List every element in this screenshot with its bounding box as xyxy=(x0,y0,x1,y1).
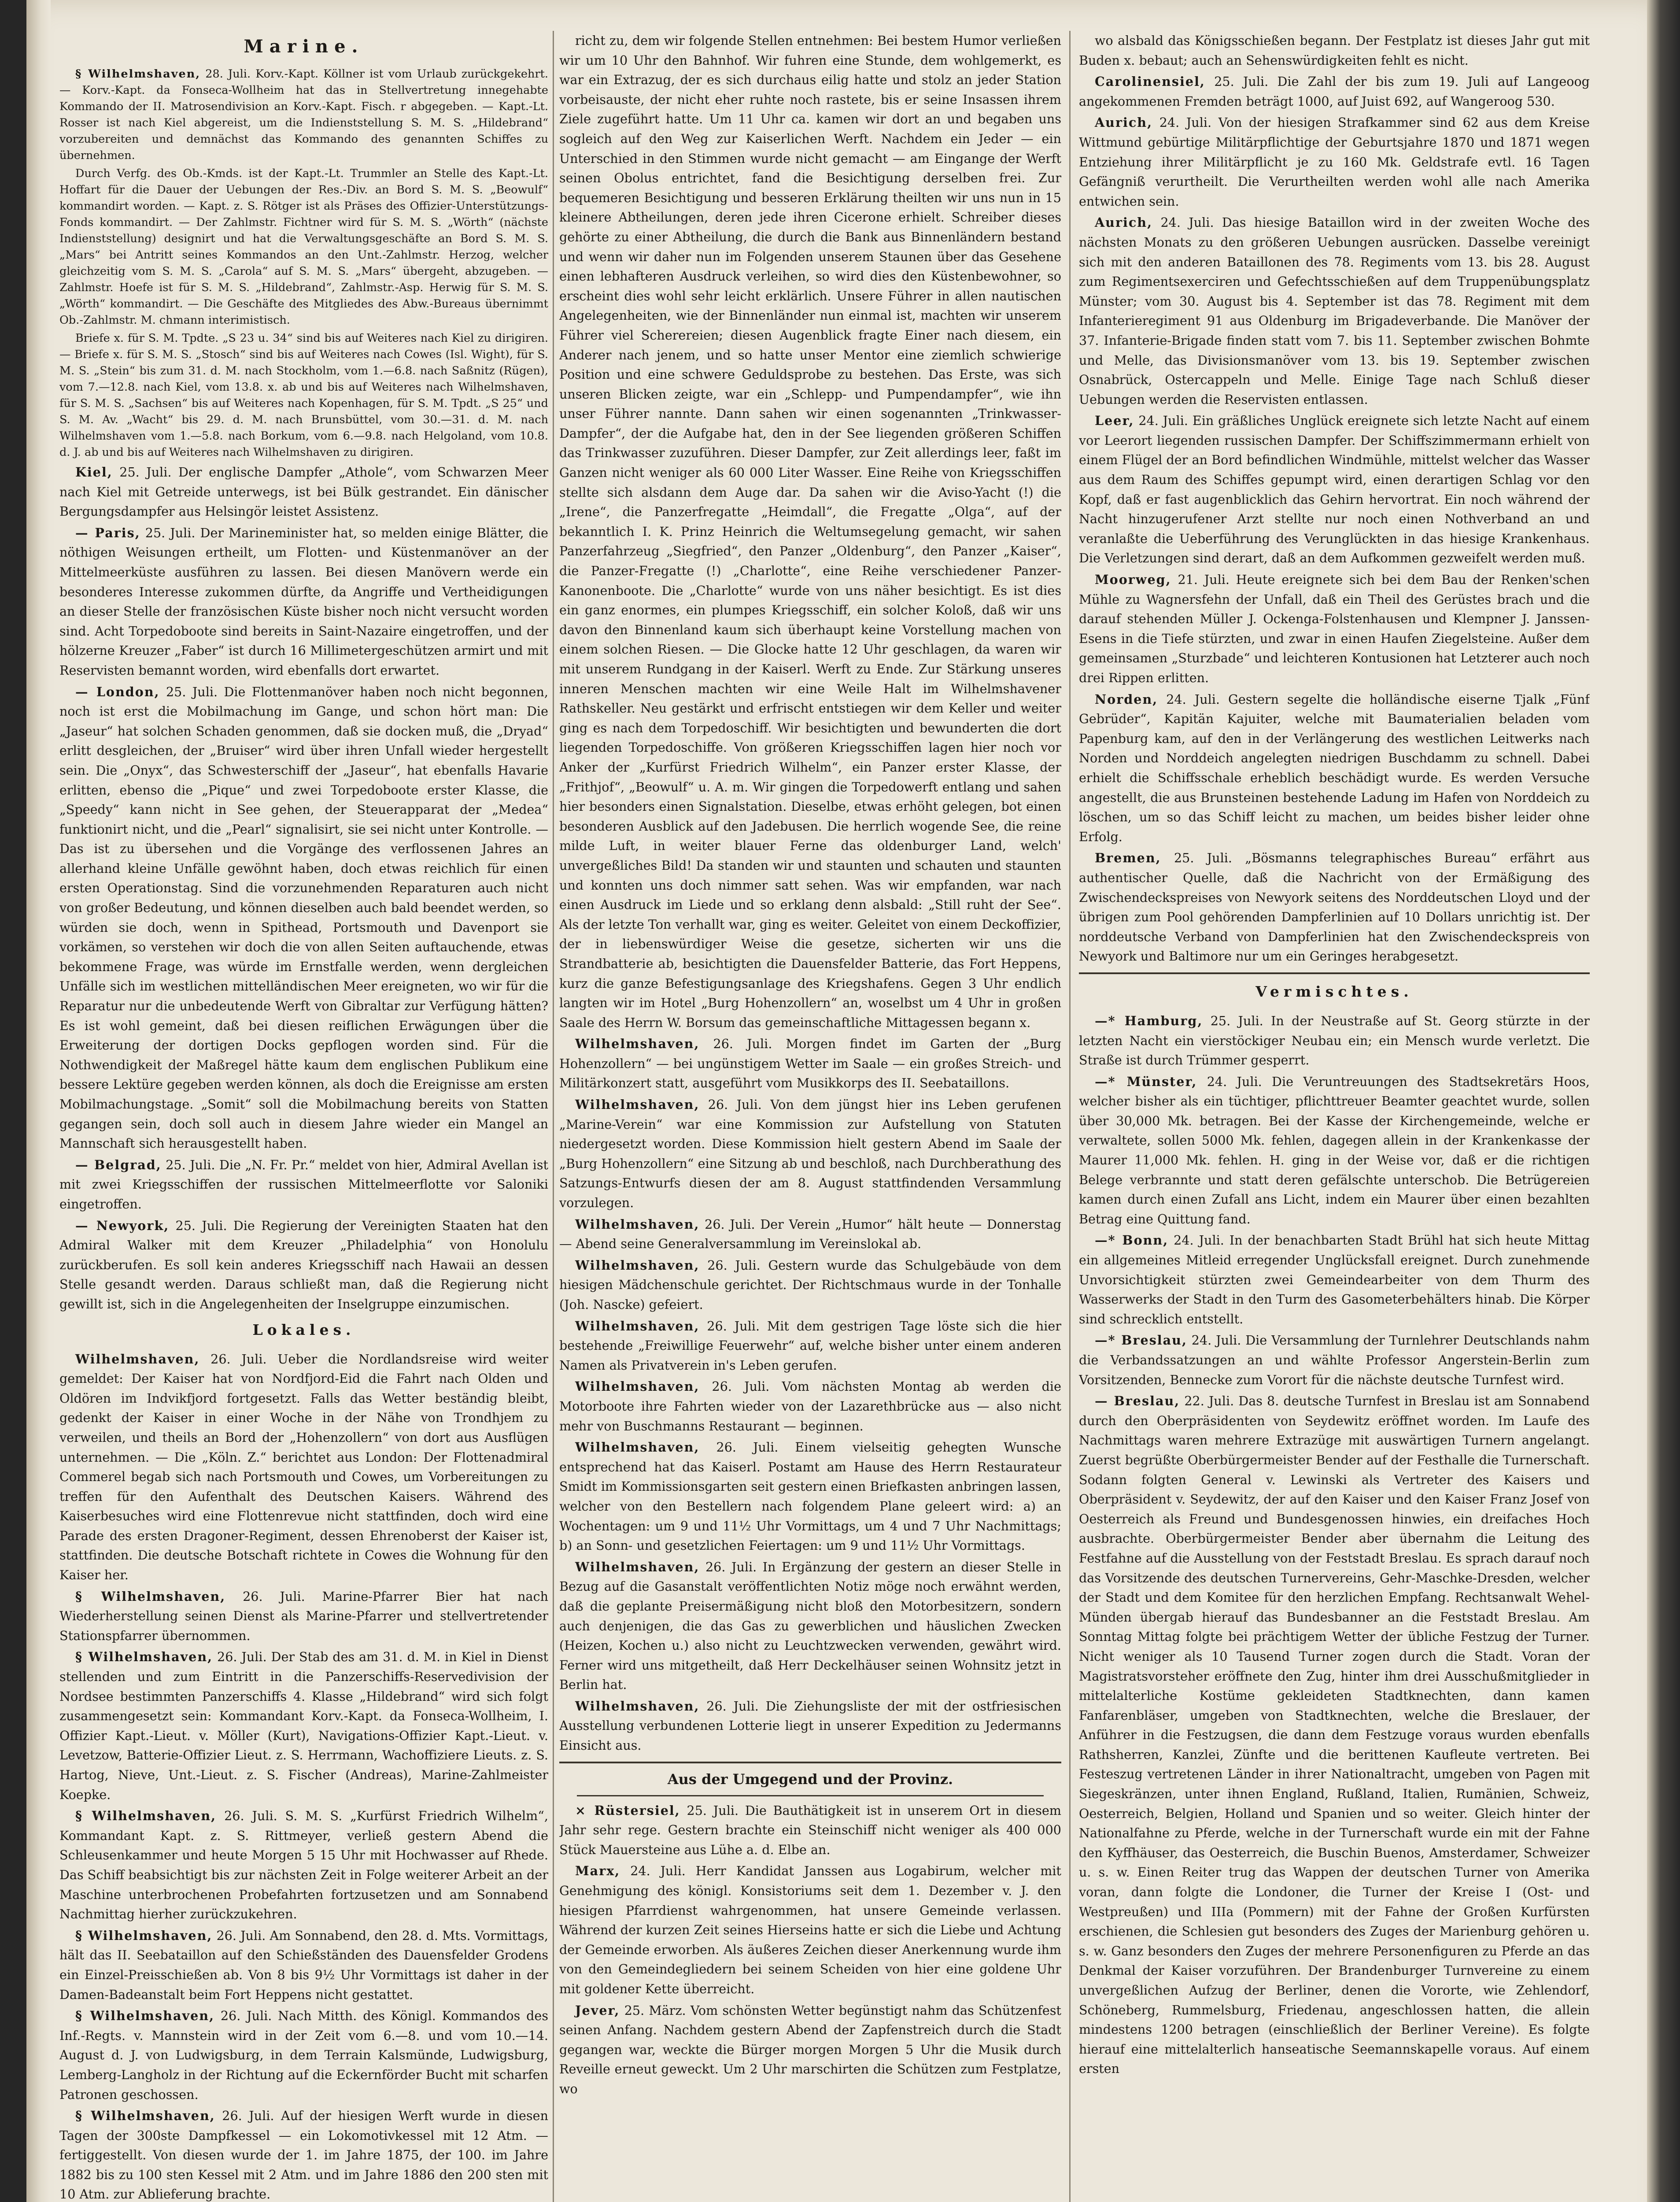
article-paragraph xyxy=(59,2106,548,2202)
article-paragraph xyxy=(559,2001,1061,2099)
article-dateline: —* Breslau, xyxy=(1095,1333,1187,1348)
article-text: 24. Juli. In der benachbarten Stadt Brühl hat sich heute Mittag ein allgemeines Mitleid erregender Unglücksfall ereignet. Durch zunehmende Unvorsichtigkeit stürzten zwei Gemeindearbeiter von dem Thurm des Wasserwerks der Stadt in den Turm des Gasometerbehälters hinab. Die Körper sind schrecklich entstellt. xyxy=(1079,1233,1590,1326)
article-text: richt zu, dem wir folgende Stellen entnehmen: Bei bestem Humor verließen wir um 10 Uhr den Bahnhof. Wir fuhren eine Stunde, dem wohlgemerkt, es war ein Extrazug, der es sich durchaus eilig hatte und stolz an jeder Station vorbeisauste, der nicht eher ruhte noch rastete, bis er seine Insassen ihrem Ziele zugeführt hatte. Um 11 Uhr ca. kamen wir dort an und begaben uns sogleich auf den Weg zur Kaiserlichen Werft. Nachdem ein Jeder — ein Unterschied in den Stimmen wurde nicht gemacht — am Eingange der Werft seinen Obolus entrichtet, fand die Besichtigung derselben frei. Zur bequemeren Besichtigung und besseren Erklärung theilten wir uns nun in 15 kleinere Abtheilungen, deren jede ihren Cicerone erhielt. Schreiber dieses gehörte zu einer Abtheilung, die durch die Bank aus Binnenländern bestand und wenn wir daher nun im Folgenden unserem Staunen über das Gesehene einen lebhafteren Ausdruck verleihen, so wird dies den Küstenbewohner, so erscheint dies wohl sehr leicht erklärlich. Unsere Führer in allen nautischen Angelegenheiten, wie der Binnenländer nun einmal ist, machten wir unserem Führer viel Scherereien; diesen Augenblick fragte Einer nach diesem, ein Anderer nach jenem, und so hatte unser Mentor eine ziemlich schwierige Position und eine schwere Geduldsprobe zu bestehen. Das Erste, was sich unseren Blicken zeigte, war ein „Schlepp- und Pumpendampfer“, wie ihn unser Führer nannte. Dann sahen wir einen sogenannten „Trinkwasser-Dampfer“, der die Aufgabe hat, den in der See liegenden größeren Schiffen das Trinkwasser zuzuführen. Dieser Dampfer, zur Zeit allerdings leer, faßt im Ganzen nicht weniger als 60 000 Liter Wasser. Eine Reihe von Kriegsschiffen stellte sich alsdann dem Auge dar. Da sahen wir die Aviso-Yacht (!) die „Irene“, die Panzerfregatte „Heimdall“, die Fregatte „Olga“, auf der bekanntlich I. K. Prinz Heinrich die Weltumsegelung gemacht, wir sahen Panzerfahrzeug „Siegfried“, den Panzer „Oldenburg“, den Panzer „Kaiser“, die Panzer-Fregatte (!) „Charlotte“, eine Reihe verschiedener Panzer-Kanonenboote. Die „Charlotte“ wurde von uns näher besichtigt. Es ist dies ein ganz enormes, ein plumpes Kriegsschiff, ein solcher Koloß, daß wir uns davon den Binnenland kaum sich überhaupt keine Vorstellung machen von einem solchen Riesen. — Die Glocke hatte 12 Uhr geschlagen, da waren wir mit unserem Rundgang in der Kaiserl. Werft zu Ende. Zur Stärkung unseres inneren Menschen machten wir eine Weile Halt im Wilhelmshavener Rathskeller. Neu gestärkt und erfrischt entstiegen wir dem Keller und weiter ging es nach dem Torpedoschiff. Wir besichtigten und bewunderten die dort liegenden Torpedoschiffe. Von größeren Kriegsschiffen lagen hier noch vor Anker der „Kurfürst Friedrich Wilhelm“, ein Panzer erster Klasse, der „Frithjof“, „Beowulf“ u. A. m. Wir gingen die Torpedowerft entlang und sahen hier besonders einen Signalstation. Dieselbe, etwas erhöht gelegen, bot einen besonderen Ausblick auf den Jadebusen. Die herrlich wogende See, die reine milde Luft, in weiter blauer Ferne das oldenburger Land, welch' unvergeßliches Bild! Da standen wir und staunten und schauten und staunten und konnten uns doch nimmer satt sehen. Was wir empfanden, war nach einen Ausdruck im Liede und so erklang denn alsbald: „Still ruht der See“. Als der letzte Ton verhallt war, ging es weiter. Geleitet von einem Deckoffizier, der in liebenswürdiger Weise die gesetze, sicherten wir uns die Strandbatterie ab, besichtigten die Dauensfelder Batterie, das Fort Heppens, kurz die ganze Befestigungsanlage des Kriegshafens. Gegen 3 Uhr endlich langten wir im Hotel „Burg Hohenzollern“ an, woselbst um 4 Uhr in großen Saale des Herrn W. Borsum das gemeinschaftliche Mittagessen begann x. xyxy=(559,33,1061,1030)
column-rule xyxy=(1069,31,1071,2202)
article-dateline: —* Bonn, xyxy=(1095,1233,1169,1248)
article-dateline: § Wilhelmshaven, xyxy=(75,1808,217,1824)
article-text: Briefe x. für S. M. Tpdte. „S 23 u. 34“ sind bis auf Weiteres nach Kiel zu dirigiren. — Briefe x. für S. M. S. „Stosch“ sind bis auf Weiteres nach Cowes (Isl. Wight), für S. M. S. „Stein“ bis zum 31. d. M. nach Stockholm, vom 1.—6.8. nach Saßnitz (Rügen), vom 7.—12.8. nach Kiel, vom 13.8. x. ab und bis auf Weiteres nach Wilhelmshaven, für S. M. S. „Sachsen“ bis auf Weiteres nach Kopenhagen, für S. M. Tpdt. „S 25“ und S. M. Av. „Wacht“ bis 29. d. M. nach Brunsbüttel, vom 30.—31. d. M. nach Wilhelmshaven vom 1.—5.8. nach Borkum, vom 6.—9.8. nach Helgoland, vom 10.8. d. J. ab und bis auf Weiteres nach Wilhelmshaven zu dirigiren. xyxy=(59,332,548,459)
article-text: 26. Juli. S. M. S. „Kurfürst Friedrich Wilhelm“, Kommandant Kapt. z. S. Rittmeyer, verließ gestern Abend die Schleusenkammer und heute Morgen 5 15 Uhr mit Hochwasser auf Rhede. Das Schiff beabsichtigt bis zur nächsten Zeit in Folge weiterer Arbeit an der Maschine unterbrochenen Probefahrten fortzusetzen und am Sonnabend Nachmittag hierher zurückzukehren. xyxy=(59,1808,548,1922)
column-rule xyxy=(553,31,554,2202)
article-text: 25. Juli. Die Flottenmanöver haben noch nicht begonnen, noch ist erst die Mobilmachung im Gange, und schon hört man: Die „Jaseur“ hat solchen Schaden genommen, daß sie docken muß, die „Dryad“ erlitt desgleichen, der „Bruiser“ wird über ihren Unfall wieder hergestellt sein. Die „Onyx“, das Schwesterschiff der „Jaseur“, hat ebenfalls Havarie erlitten, ebenso die „Pique“ und zwei Torpedoboote erster Klasse, die „Speedy“ kann nicht in See gehen, der Steuerapparat der „Medea“ funktionirt nicht, und die „Pearl“ signalisirt, sie sei nicht unter Kontrolle. — Das ist zu übersehen und die Vorgänge des verflossenen Jahres an allerhand kleine Unfälle gewöhnt haben, doch etwas reichlich für einen ersten Operationstag. Sind die vorzunehmenden Reparaturen auch nicht von großer Bedeutung, und können dieselben auch bald beendet werden, so würden sie doch, wenn in Spithead, Portsmouth und Davenport sie vorkämen, so verstehen wir doch die von allen Seiten auftauchende, etwas bekommene Frage, was würde im Ernstfalle werden, wenn dergleichen Unfälle sich im westlichen mittelländischen Meer ereigneten, wo wir für die Reparatur nur die unbedeutende Werft von Gibraltar zur Verfügung hätten? Es ist wohl gemeint, daß bei diesen reiflichen Erwägungen über die Erweiterung der dortigen Docks gepflogen worden sind. Für die Nothwendigkeit der Maßregel hätte kaum dem englischen Publikum eine bessere Lektüre gegeben werden können, als doch die Ereignisse am ersten Mobilmachungstage. „Somit“ soll die Mobilmachung bereits von Statten gegangen sein, doch soll auch in diesem Jahre wieder ein Mangel an Mannschaft sich herausgestellt haben. xyxy=(59,684,548,1151)
article-text: 26. Juli. Ueber die Nordlandsreise wird weiter gemeldet: Der Kaiser hat von Nordfjord-Eid die Fahrt nach Olden und Oldören im Indvikfjord fortgesetzt. Falls das Wetter beständig bleibt, gedenkt der Kaiser in einer Woche in der Nähe von Trondhjem zu verweilen, und theils an Bord der „Hohenzollern“ von dort aus Ausflügen unternehmen. — Die „Köln. Z.“ berichtet aus London: Der Flottenadmiral Commerel begab sich nach Portsmouth und Cowes, um Vorbereitungen zu treffen für den Aufenthalt des Deutschen Kaisers. Während des Kaiserbesuches wird eine Flottenrevue nicht stattfinden, doch wird eine Parade des ersten Dragoner-Regiment, dessen Ehrenoberst der Kaiser ist, stattfinden. Die deutsche Botschaft richtete in Cowes die Wohnung für den Kaiser her. xyxy=(59,1351,548,1583)
article-paragraph xyxy=(559,1215,1061,1254)
column-right xyxy=(1079,31,1590,2202)
article-paragraph xyxy=(1079,848,1590,966)
article-text: 26. Juli. Mit dem gestrigen Tage löste sich die hier bestehende „Freiwillige Feuerwehr“ auf, welche bisher unter einem anderen Namen als Privatverein in's Leben gerufen. xyxy=(559,1318,1061,1373)
column-middle xyxy=(559,31,1061,2202)
article-text: 25. Juli. Die „N. Fr. Pr.“ meldet von hier, Admiral Avellan ist mit zwei Kriegsschiffen der russischen Mittelmeerflotte vor Saloniki eingetroffen. xyxy=(59,1157,548,1212)
article-paragraph xyxy=(59,2006,548,2104)
article-text: 24. Juli. Herr Kandidat Janssen aus Logabirum, welcher mit Genehmigung des königl. Konsistoriums seit dem 1. Dezember v. J. den hiesigen Pfarrdienst wahrgenommen, hat unsere Gemeinde verlassen. Während der kurzen Zeit seines Hierseins hatte er sich die Liebe und Achtung der Gemeinde erworben. Als äußeres Zeichen dieser Anerkennung wurde ihm von den Gemeindegliedern bei seinem Scheiden von hier eine goldene Uhr mit goldener Kette überreicht. xyxy=(559,1863,1061,1996)
article-dateline: Wilhelmshaven, xyxy=(575,1318,700,1334)
article-paragraph xyxy=(59,1647,548,1804)
article-dateline: Aurich, xyxy=(1095,215,1153,230)
section-heading-marine: Marine. xyxy=(244,36,364,57)
article-dateline: Wilhelmshaven, xyxy=(75,1351,200,1367)
section-heading-local: Lokales. xyxy=(252,1321,355,1338)
article-dateline: Moorweg, xyxy=(1095,572,1171,587)
section-divider xyxy=(559,1762,1061,1763)
article-text: 25. März. Vom schönsten Wetter begünstigt nahm das Schützenfest seinen Anfang. Nachdem gestern Abend der Zapfenstreich durch die Stadt gegangen war, weckte die Bürger morgen Morgen 5 Uhr die Musik durch Reveille erneut geweckt. Um 2 Uhr marschirten die Schützen zum Festplatze, wo xyxy=(559,2002,1061,2096)
article-paragraph xyxy=(59,682,548,1153)
article-text: 26. Juli. Der Stab des am 31. d. M. in Kiel in Dienst stellenden und zum Eintritt in die Panzerschiffs-Reservedivision der Nordsee bestimmten Panzerschiffs 4. Klasse „Hildebrand“ wird sich folgt zusammengesetzt sein: Kommandant Korv.-Kapt. da Fonseca-Wollheim, I. Offizier Kapt.-Lieut. v. Möller (Kurt), Navigations-Offizier Kapt.-Lieut. v. Levetzow, Batterie-Offizier Lieut. z. S. Herrmann, Wachoffiziere Lieuts. z. S. Hartog, Nieve, Unt.-Lieut. z. S. Fischer (Andreas), Marine-Zahlmeister Koepke. xyxy=(59,1649,548,1802)
article-text: 24. Juli. Die Veruntreuungen des Stadtsekretärs Hoos, welcher bisher als ein tüchtiger, pflichttreuer Beamter geachtet wurde, sollen über 30,000 Mk. betragen. Bei der Kasse der Kirchengemeinde, welche er verwaltete, sollen 5000 Mk. fehlen, dagegen allein in der Krankenkasse der Maurer 11,000 Mk. fehlen. H. ging in der Weise vor, daß er die richtigen Belege verbrannte und statt deren gefälschte unterschob. Die Betrügereien kamen durch einen Zufall ans Licht, indem ein Maurer über einen bezahlten Betrag eine Quittung fand. xyxy=(1079,1074,1590,1227)
section-divider xyxy=(1079,972,1590,974)
page-crease xyxy=(26,0,51,2202)
article-text: 28. Juli. Korv.-Kapt. Köllner ist vom Urlaub zurückgekehrt. — Korv.-Kapt. da Fonseca-Wollheim hat das in Stellvertretung innegehabte Kommando der II. Matrosendivision an Korv.-Kapt. Fisch. r abgegeben. — Kapt.-Lt. Rosser ist nach Kiel abgereist, um die Indienststellung S. M. S. „Hildebrand“ vorzubereiten und demnächst das Kommando des genannten Schiffes zu übernehmen. xyxy=(59,67,548,162)
article-paragraph xyxy=(1079,31,1590,70)
article-paragraph xyxy=(1079,1072,1590,1229)
article-text: 25. Juli. Die Bauthätigkeit ist in unserem Ort in diesem Jahr sehr rege. Gestern brachte ein Steinschiff nicht weniger als 400 000 Stück Mauersteine aus Lühe a. d. Elbe an. xyxy=(559,1803,1061,1857)
article-text: 25. Juli. Der Marineminister hat, so melden einige Blätter, die nöthigen Weisungen ertheilt, um Flotten- und Küstenmanöver an der Mittelmeerküste ausführen zu lassen. Bei diesen Manövern werde ein besonderes Interesse zukommen dürfte, da Angriffe und Vertheidigungen an dieser Stelle der französischen Küste bisher noch nicht versucht worden sind. Acht Torpedoboote sind bereits in Saint-Nazaire eingetroffen, und der hölzerne Kreuzer „Faber“ ist durch 16 Millimetergeschützen armirt und mit Reservisten bemannt worden, wird ebenfalls dort erwartet. xyxy=(59,525,548,678)
article-text: 24. Juli. Ein gräßliches Unglück ereignete sich letzte Nacht auf einem vor Leerort liegenden russischen Dampfer. Der Schiffszimmermann erhielt von einem Flügel der an Bord befindlichen Windmühle, mittelst welcher das Wasser aus dem Raum des Schiffes gepumpt wird, einen derartigen Schlag vor den Kopf, daß er fast augenblicklich das Gehirn hervortrat. Ein noch während der Nacht hinzugerufener Arzt stellte nur noch einen Nothverband an und veranlaßte die Ueberführung des Verunglückten in das hiesige Krankenhaus. Die Verletzungen sind derart, daß an dem Aufkommen gezweifelt werden muß. xyxy=(1079,413,1590,566)
article-text: 25. Juli. Die Regierung der Vereinigten Staaten hat den Admiral Walker mit dem Kreuzer „Philadelphia“ von Honolulu zurückberufen. Es soll kein anderes Kriegsschiff nach Hawaii an dessen Stelle gesandt werden. Daraus schließt man, daß die Regierung nicht gewillt ist, sich in die Angelegenheiten der Inselgruppe einzumischen. xyxy=(59,1218,548,1312)
article-paragraph xyxy=(1079,1011,1590,1070)
article-paragraph xyxy=(59,462,548,521)
article-paragraph xyxy=(1079,411,1590,568)
article-dateline: Norden, xyxy=(1095,691,1158,707)
article-dateline: Carolinensiel, xyxy=(1095,74,1205,89)
article-text: 25. Juli. „Bösmanns telegraphisches Bureau“ erfährt aus authentischer Quelle, daß die Nachricht von der Ermäßigung des Zwischendeckspreises von Newyork seitens des Norddeutschen Lloyd und der übrigen zum Pool gehörenden Dampferlinien auf 10 Dollars unrichtig ist. Der norddeutsche Verband von Dampferlinien hat den Zwischendeckspreis von Newyork und Baltimore nur um ein Geringes herabgesetzt. xyxy=(1079,850,1590,964)
article-dateline: Wilhelmshaven, xyxy=(575,1698,700,1714)
article-text: 26. Juli. Marine-Pfarrer Bier hat nach Wiederherstellung seinen Dienst als Marine-Pfarrer und stellvertretender Stationspfarrer übernommen. xyxy=(59,1589,548,1643)
article-text: 26. Juli. Auf der hiesigen Werft wurde in diesen Tagen der 300ste Dampfkessel — ein Lokomotivkessel mit 12 Atm. — fertiggestellt. Von diesen wurde der 1. im Jahre 1875, der 100. im Jahre 1882 bis zu 100 sten Kessel mit 2 Atm. und im Jahre 1886 den 200 sten mit 10 Atm. zur Ablieferung brachte. xyxy=(59,2108,548,2202)
article-dateline: Wilhelmshaven, xyxy=(575,1440,700,1455)
article-paragraph xyxy=(59,1587,548,1646)
article-paragraph xyxy=(1079,72,1590,111)
article-dateline: — Breslau, xyxy=(1095,1393,1180,1409)
article-paragraph xyxy=(59,66,548,164)
newspaper-page xyxy=(26,0,1665,2202)
article-text: 26. Juli. Gestern wurde das Schulgebäude von dem hiesigen Mädchenschule gerichtet. Der Richtschmaus wurde in der Tonhalle (Joh. Nascke) gefeiert. xyxy=(559,1257,1061,1312)
article-paragraph xyxy=(59,1216,548,1314)
article-dateline: Kiel, xyxy=(75,465,113,480)
article-dateline: — Belgrad, xyxy=(75,1157,162,1172)
article-paragraph xyxy=(559,1861,1061,1999)
article-dateline: § Wilhelmshaven, xyxy=(75,1928,213,1943)
article-paragraph xyxy=(59,1349,548,1585)
heading-underline xyxy=(577,1795,1044,1796)
article-text: 26. Juli. Vom nächsten Montag ab werden die Motorboote ihre Fahrten wieder von der Lazarethbrücke aus — also nicht mehr von Buschmanns Restaurant — beginnen. xyxy=(559,1379,1061,1434)
article-dateline: Wilhelmshaven, xyxy=(575,1559,700,1574)
article-text: 26. Juli. In Ergänzung der gestern an dieser Stelle in Bezug auf die Gasanstalt veröffentlichten Notiz möge noch erwähnt werden, daß die geplante Preisermäßigung nicht bloß den Motorbesitzern, sondern auch denjenigen, die das Gas zu gewerblichen und häuslichen Zwecken (Heizen, Kochen u.) also nicht zu Leuchtzwecken verwenden, gewährt wird. Ferner wird uns mitgetheilt, daß Herr Deckelhäuser seinen Wohnsitz jetzt in Berlin hat. xyxy=(559,1559,1061,1692)
article-paragraph xyxy=(59,166,548,329)
article-dateline: — London, xyxy=(75,684,160,699)
article-dateline: § Wilhelmshaven, xyxy=(75,1649,213,1665)
article-paragraph xyxy=(59,330,548,461)
article-paragraph xyxy=(1079,690,1590,847)
article-dateline: Bremen, xyxy=(1095,850,1161,866)
article-paragraph xyxy=(1079,1391,1590,2079)
column-left xyxy=(59,31,548,2202)
section-heading-misc: Vermischtes. xyxy=(1255,983,1413,1000)
article-text: 25. Juli. In der Neustraße auf St. Georg stürzte in der letzten Nacht ein vierstöckiger Neubau ein; ein Mensch wurde verletzt. Die Straße ist durch Trümmer gesperrt. xyxy=(1079,1013,1590,1068)
article-text: 22. Juli. Das 8. deutsche Turnfest in Breslau ist am Sonnabend durch den Oberpräsidenten von Seydewitz eröffnet worden. Im Laufe des Nachmittags waren mehrere Extrazüge mit auswärtigen Turnern angelangt. Zuerst begrüßte Oberbürgermeister Bender auf der Festhalle die Turnerschaft. Sodann folgten General v. Lewinski als Vertreter des Kaisers und Oberpräsident v. Seydewitz, der auf den Kaiser und den Kaiser Franz Josef von Oesterreich als Freund und Bundesgenossen hinwies, ein dreifaches Hoch ausbrachte. Oberbürgermeister Bender aber übernahm die Leitung des Festfahne auf die Ausstellung von der Feststadt Breslau. Es sprach darauf noch das Vorsitzende des deutschen Turnervereins, Gehr-Maschke-Dresden, welcher der Stadt und dem Komitee für den herzlichen Empfang. Rechtsanwalt Wehel-Münden übergab hierauf das Bundesbanner an die Feststadt Breslau. Am Sonntag Mittag folgte bei prächtigem Wetter der übliche Festzug der Turner. Nicht weniger als 10 Tausend Turner zogen durch die Stadt. Voran der Magistratsvorsteher eröffnete den Zug, hinter ihm drei Ausschußmitglieder in mittelalterliche Kostüme gekleideten Stadtknechten, dann kamen Fanfarenbläser, umgeben von Stadtknechten, welche die Breslauer, der Anführer in die Festzugsen, die dann dem Festzuge voraus wurden ebenfalls Rathsherren, Kanzlei, Zünfte und die berittenen Kaufleute vertreten. Bei Festeszug vertretenen Länder in ihrer Nationaltracht, umgeben von Pagen mit Siegeskränzen, unter ihnen England, Rußland, Italien, Rumänien, Schweiz, Oesterreich, Belgien, Holland und Spanien und so weiter. Gleich hinter der Nationalfahne zu Pferde, welche in der Turnerschaft wurde ein mit der Fahne den Kyffhäuser, das Oesterreich, die Buschin Buenos, Amsterdamer, Schweizer u. s. w. Einen Reiter trug das Wappen der deutschen Turner von Amerika voran, dann folgte die Londoner, die Turner der Kreise I (Ost- und Westpreußen) und IIIa (Pommern) mit der Fahne der Großen Kurfürsten erschienen, die Schlesien gut besonders des Zuges der Marienburg gehören u. s. w. Ganz besonders den Zuges der mehrere Personenfiguren zu Pferde an das Denkmal der Kaiser vorzuführen. Der Brandenburger Turnvereine zu einem unvergeßlichen Aufzug der Berliner, denen die Vororte, wie Zehlendorf, Schöneberg, Rummelsburg, Friedenau, angeschlossen hatten, die allein mindestens 1200 betragen (einschließlich der Berliner Vereine). Es folgte hierauf eine mittelalterlich hanseatische Seemannskapelle voraus. Auf einem ersten xyxy=(1079,1393,1590,2076)
article-dateline: Marx, xyxy=(575,1863,620,1879)
article-paragraph xyxy=(1079,570,1590,688)
article-text: 24. Juli. Von der hiesigen Strafkammer sind 62 aus dem Kreise Wittmund gebürtige Militärpflichtige der Geburtsjahre 1870 und 1871 wegen Entziehung ihrer Militärpflicht je zu 160 Mk. Geldstrafe evtl. 16 Tagen Gefängniß verurtheilt. Die Verurtheilten werden wohl alle nach Amerika entwichen sein. xyxy=(1079,115,1590,209)
article-dateline: Wilhelmshaven, xyxy=(575,1379,700,1394)
article-dateline: × Rüstersiel, xyxy=(575,1803,680,1818)
article-paragraph xyxy=(59,1806,548,1924)
article-paragraph xyxy=(559,1377,1061,1436)
article-dateline: — Paris, xyxy=(75,525,140,540)
article-dateline: Jever, xyxy=(575,2002,620,2018)
article-paragraph xyxy=(559,1034,1061,1093)
article-paragraph xyxy=(1079,113,1590,211)
article-dateline: Leer, xyxy=(1095,413,1134,429)
article-paragraph xyxy=(559,1801,1061,1860)
article-paragraph xyxy=(559,1696,1061,1755)
article-dateline: —* Münster, xyxy=(1095,1074,1197,1089)
section-heading-province: Aus der Umgegend und der Provinz. xyxy=(667,1770,953,1788)
article-dateline: Wilhelmshaven, xyxy=(575,1036,700,1052)
article-paragraph xyxy=(1079,1230,1590,1329)
article-paragraph xyxy=(559,1437,1061,1555)
article-paragraph xyxy=(559,1316,1061,1375)
article-text: 26. Juli. Nach Mitth. des Königl. Kommandos des Inf.-Regts. v. Mannstein wird in der Zeit vom 6.—8. und vom 10.—14. August d. J. von Ludwigsburg, in dem Terrain Kalsmünde, Ludwigsburg, Lemberg-Langholz in der Richtung auf die Eckernförder Bucht mit scharfen Patronen geschossen. xyxy=(59,2008,548,2102)
article-dateline: § Wilhelmshaven, xyxy=(75,2108,215,2124)
article-paragraph xyxy=(559,1256,1061,1315)
article-dateline: — Newyork, xyxy=(75,1218,170,1233)
article-dateline: Wilhelmshaven, xyxy=(575,1257,700,1273)
article-paragraph xyxy=(59,1926,548,2004)
article-text: 21. Juli. Heute ereignete sich bei dem Bau der Renken'schen Mühle zu Wagnersfehn der Unfall, daß ein Theil des Gerüstes brach und die darauf stehenden Müller J. Ockenga-Folstenhausen und Klempner J. Janssen-Esens in die Tiefe stürzten, und zwar in einen Haufen Ziegelsteine. Außer dem gemeinsamen „Sturzbade“ und leichteren Kontusionen hat Letzterer auch noch drei Rippen erlitten. xyxy=(1079,572,1590,685)
article-text: 24. Juli. Die Versammlung der Turnlehrer Deutschlands nahm die Verbandssatzungen an und wählte Professor Angerstein-Berlin zum Vorsitzenden, Bennecke zum Vorort für die nächste deutsche Turnfest wird. xyxy=(1079,1333,1590,1387)
article-paragraph xyxy=(59,1155,548,1214)
article-text: 24. Juli. Das hiesige Bataillon wird in der zweiten Woche des nächsten Monats zu den größeren Uebungen ausrücken. Dasselbe vereinigt sich mit den anderen Bataillonen des 78. Regiments vom 13. bis 28. August zum Regimentsexerciren und Gefechtsschießen auf dem Truppenübungsplatz Münster; vom 30. August bis 4. September ist das 78. Regiment mit dem Infanterieregiment 91 aus Oldenburg im Brigadeverbande. Die Manöver der 37. Infanterie-Brigade finden statt vom 7. bis 11. September zwischen Bohmte und Melle, das Divisionsmanöver vom 13. bis 19. September zwischen Osnabrück, Ostercappeln und Melle. Einige Tage nach Schluß dieser Uebungen werden die Reservisten entlassen. xyxy=(1079,215,1590,407)
article-text: 26. Juli. Am Sonnabend, den 28. d. Mts. Vormittags, hält das II. Seebataillon auf den Schießständen des Dauensfelder Grodens ein Einzel-Preisschießen ab. Von 8 bis 9½ Uhr Vormittags ist daher in der Damen-Badeanstalt beim Fort Heppens nicht gestattet. xyxy=(59,1928,548,2002)
article-dateline: Wilhelmshaven, xyxy=(575,1097,700,1112)
article-paragraph xyxy=(559,1557,1061,1695)
article-text: 26. Juli. Der Verein „Humor“ hält heute — Donnerstag — Abend seine Generalversammlung im Vereinslokal ab. xyxy=(559,1216,1061,1252)
article-paragraph xyxy=(559,31,1061,1032)
article-text: 25. Juli. Der englische Dampfer „Athole“, vom Schwarzen Meer nach Kiel mit Getreide unterwegs, ist bei Bülk gestrandet. Ein dänischer Bergungsdampfer aus Helsingör leistet Assistenz. xyxy=(59,465,548,519)
article-dateline: Wilhelmshaven, xyxy=(575,1216,700,1232)
article-paragraph xyxy=(59,523,548,680)
article-text: 26. Juli. Die Ziehungsliste der mit der ostfriesischen Ausstellung verbundenen Lotterie liegt in unserer Expedition zu Jedermanns Einsicht aus. xyxy=(559,1698,1061,1753)
article-dateline: Aurich, xyxy=(1095,115,1153,130)
article-dateline: § Wilhelmshaven, xyxy=(75,2008,215,2024)
article-paragraph xyxy=(559,1095,1061,1213)
article-text: wo alsbald das Königsschießen begann. Der Festplatz ist dieses Jahr gut mit Buden x. bebaut; auch an Sehenswürdigkeiten fehlt es nicht. xyxy=(1079,33,1590,68)
article-dateline: § Wilhelmshaven, xyxy=(75,67,201,81)
article-text: 26. Juli. Einem vielseitig gehegten Wunsche entsprechend hat das Kaiserl. Postamt am Hause des Herrn Restaurateur Smidt im Kommissionsgarten seit gestern einen Briefkasten anbringen lassen, welcher von den Bestellern nach folgendem Plane geleert wird: a) an Wochentagen: um 9 und 11½ Uhr Vormittags, um 4 und 7 Uhr Nachmittags; b) an Sonn- und gesetzlichen Feiertagen: um 9 und 11½ Uhr Vormittags. xyxy=(559,1440,1061,1553)
article-dateline: —* Hamburg, xyxy=(1095,1013,1203,1028)
article-text: 25. Juli. Die Zahl der bis zum 19. Juli auf Langeoog angekommenen Fremden beträgt 1000, auf Juist 692, auf Wangeroog 530. xyxy=(1079,74,1590,109)
scan-edge xyxy=(1647,0,1680,2202)
article-dateline: § Wilhelmshaven, xyxy=(75,1589,226,1604)
article-text: 26. Juli. Von dem jüngst hier ins Leben gerufenen „Marine-Verein“ war eine Kommission zur Aufstellung von Statuten niedergesetzt worden. Diese Kommission hielt gestern Abend im Saale der „Burg Hohenzollern“ eine Sitzung ab und beschloß, nach Durchberathung des Satzungs-Entwurfs diesen der am 8. August stattfindenden Versammlung vorzulegen. xyxy=(559,1097,1061,1211)
article-paragraph xyxy=(1079,1330,1590,1389)
article-paragraph xyxy=(1079,213,1590,409)
article-text: Durch Verfg. des Ob.-Kmds. ist der Kapt.-Lt. Trummler an Stelle des Kapt.-Lt. Hoffart für die Dauer der Uebungen der Res.-Div. an Bord S. M. S. „Beowulf“ kommandirt worden. — Kapt. z. S. Rötger ist als Präses des Offizier-Unterstützungs-Fonds kommandirt. — Der Zahlmstr. Fichtner wird für S. M. S. „Wörth“ (nächste Indienststellung) designirt und hat die Verwaltungsgeschäfte an Bord S. M. S. „Mars“ bei Antritt seines Kommandos an den Unt.-Zahlmstr. Herzog, welcher gleichzeitig vom S. M. S. „Carola“ auf S. M. S. „Mars“ übergeht, abzugeben. — Zahlmstr. Hoefe ist für S. M. S. „Hildebrand“, Zahlmstr.-Asp. Herwig für S. M. S. „Wörth“ kommandirt. — Die Geschäfte des Mitgliedes des Abw.-Bureaus übernimmt Ob.-Zahlmstr. M. chmann interimistisch. xyxy=(59,167,548,327)
article-text: 24. Juli. Gestern segelte die holländische eiserne Tjalk „Fünf Gebrüder“, Kapitän Kajuiter, welche mit Baumaterialien beladen vom Papenburg kam, auf den in der Verlängerung des westlichen Leitwerks nach Norden und Norddeich angelegten niedrigen Buschdamm zu schnell. Dabei erhielt die Schiffsschale erheblich beschädigt wurde. Es werden Versuche angestellt, die aus Brunsteinen bestehende Ladung im Hafen von Norddeich zu löschen, um so das Schiff leicht zu machen, um beides bisher leider ohne Erfolg. xyxy=(1079,691,1590,844)
article-text: 26. Juli. Morgen findet im Garten der „Burg Hohenzollern“ — bei ungünstigem Wetter im Saale — ein großes Streich- und Militärkonzert statt, ausgeführt vom Musikkorps des II. Seebataillons. xyxy=(559,1036,1061,1091)
